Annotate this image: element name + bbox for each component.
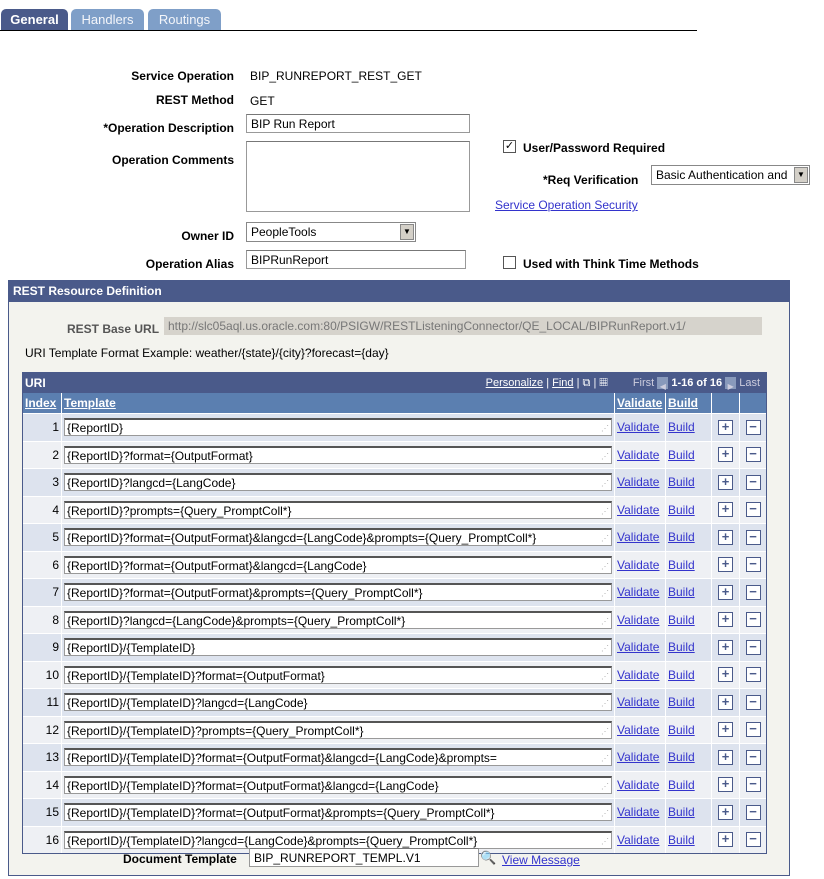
row-index: 6 [23,551,62,579]
build-link[interactable]: Build [668,695,695,710]
build-link[interactable]: Build [668,640,695,655]
col-validate[interactable]: Validate [617,396,663,410]
template-input[interactable]: {ReportID}?format={OutputFormat}&langcd={LangCode}&prompts={Query_PromptColl*} ⋰ [64,528,612,546]
personalize-link[interactable]: Personalize [485,377,544,389]
add-row-icon[interactable]: + [718,777,733,792]
comments-textarea[interactable] [246,141,470,212]
rest-resource-section [8,280,790,876]
grid-title: URI [25,376,46,390]
view-message-link[interactable]: View Message [502,853,580,867]
user-password-label: User/Password Required [523,141,666,155]
add-row-icon[interactable]: + [718,420,733,435]
delete-row-icon[interactable]: − [746,750,761,765]
owner-value: PeopleTools [251,225,317,239]
owner-select[interactable] [246,222,416,242]
delete-row-icon[interactable]: − [746,832,761,847]
add-row-icon[interactable]: + [718,640,733,655]
add-row-icon[interactable]: + [718,722,733,737]
add-row-icon[interactable]: + [718,585,733,600]
build-link[interactable]: Build [668,750,695,765]
delete-row-icon[interactable]: − [746,612,761,627]
delete-row-icon[interactable]: − [746,420,761,435]
row-index: 12 [23,716,62,744]
tab-handlers[interactable]: Handlers [71,9,144,30]
validate-link[interactable]: Validate [617,447,660,462]
add-row-icon[interactable]: + [718,447,733,462]
delete-row-icon[interactable]: − [746,805,761,820]
build-link[interactable]: Build [668,722,695,737]
row-index: 3 [23,469,62,497]
think-time-checkbox[interactable] [503,256,516,269]
row-index: 1 [23,414,62,442]
alias-label: Operation Alias [145,257,234,271]
row-index: 2 [23,441,62,469]
validate-link[interactable]: Validate [617,640,660,655]
template-input[interactable]: {ReportID}/{TemplateID}?format={OutputFormat}&prompts={Query_PromptColl*} ⋰ [64,803,612,821]
base-url-label: REST Base URL [67,322,160,336]
build-link[interactable]: Build [668,530,695,545]
validate-link[interactable]: Validate [617,420,660,435]
col-index[interactable]: Index [25,396,57,410]
add-row-icon[interactable]: + [718,750,733,765]
template-input[interactable]: {ReportID}/{TemplateID}?langcd={LangCode} ⋰ [64,693,612,711]
validate-link[interactable]: Validate [617,805,660,820]
template-input[interactable]: {ReportID}?format={OutputFormat} ⋰ [64,446,612,464]
build-link[interactable]: Build [668,585,695,600]
tab-general[interactable]: General [1,9,68,30]
delete-row-icon[interactable]: − [746,557,761,572]
row-index: 13 [23,744,62,772]
validate-link[interactable]: Validate [617,475,660,490]
doc-template-input[interactable]: BIP_RUNREPORT_TEMPL.V1 [249,848,479,867]
uri-table [23,393,766,853]
chevron-down-icon: ▼ [794,167,808,183]
build-link[interactable]: Build [668,502,695,517]
description-input[interactable]: BIP Run Report [246,114,470,133]
rest-method-label: REST Method [156,93,234,107]
view-all-icon[interactable]: ⧉ [582,377,591,389]
delete-row-icon[interactable]: − [746,695,761,710]
validate-link[interactable]: Validate [617,750,660,765]
download-grid-icon[interactable]: ▦ [599,377,608,389]
delete-row-icon[interactable]: − [746,667,761,682]
first-label[interactable]: First [632,377,655,389]
uri-grid: URI Personalize | Find | ⧉ | ▦ First ◀ 1-16 of 16 ▶ Last Index Template Validate Build 1 {ReportID} ⋰ Validate Build + − 2 {ReportID}?format={OutputFormat} ⋰ Validate Build + − 3 {ReportID}?langcd={LangCode} ⋰ Validate Build + − 4 {ReportID}?prompts={Query_PromptColl*} ⋰ Validate Build + − 5 {ReportID}?format={OutputFormat}&langcd={LangCode}&prompts={Query_PromptColl*} ⋰ Validate Build + − 6 {ReportID}?format={OutputFormat}&langcd={LangCode} ⋰ Validate Build + − 7 {ReportID}?format={OutputFormat}&prompts={Query_PromptColl*} ⋰ Validate Build + − 8 {ReportID}?langcd={LangCode}&prompts={Query_PromptColl*} ⋰ Validate Build + − 9 {ReportID}/{TemplateID} ⋰ Validate Build + − 10 {ReportID}/{TemplateID}?format={OutputFormat} ⋰ Validate Build + − 11 {ReportID}/{TemplateID}?langcd={LangCode} ⋰ Validate Build + − 12 {ReportID}/{TemplateID}?prompts={Query_PromptColl*} ⋰ Validate Build + − 13 {ReportID}/{TemplateID}?format={OutputFormat}&langcd={LangCode}&prompts= ⋰ Validate Build + − 14 {ReportID}/{TemplateID}?format={OutputFormat}&langcd={LangCode} ⋰ Validate Build + − 15 {ReportID}/{TemplateID}?format={OutputFormat}&prompts={Query_PromptColl*} ⋰ Validate Build + − 16 {ReportID}/{TemplateID}?langcd={LangCode}&prompts={Query_PromptColl*} ⋰ Validate Build + − [22,372,767,854]
service-operation-value: BIP_RUNREPORT_REST_GET [250,69,422,83]
table-row [23,469,766,497]
template-input[interactable]: {ReportID}/{TemplateID}?langcd={LangCode}&prompts={Query_PromptColl*} ⋰ [64,831,612,849]
row-index: 10 [23,661,62,689]
delete-row-icon[interactable]: − [746,722,761,737]
tab-routings[interactable]: Routings [148,9,221,30]
table-row [23,771,766,799]
row-index: 5 [23,524,62,552]
col-build[interactable]: Build [668,396,698,410]
range-label: 1-16 of 16 [671,377,723,389]
build-link[interactable]: Build [668,777,695,792]
add-row-icon[interactable]: + [718,805,733,820]
build-link[interactable]: Build [668,447,695,462]
service-operation-security-link[interactable]: Service Operation Security [495,198,638,212]
find-link[interactable]: Find [552,377,574,389]
row-index: 11 [23,689,62,717]
delete-row-icon[interactable]: − [746,585,761,600]
table-row [23,496,766,524]
row-index: 16 [23,826,62,853]
validate-link[interactable]: Validate [617,585,660,600]
table-row [23,579,766,607]
alias-input[interactable]: BIPRunReport [246,250,466,269]
build-link[interactable]: Build [668,557,695,572]
last-label[interactable]: Last [739,377,760,389]
req-verification-value: Basic Authentication and [656,168,788,182]
table-row [23,689,766,717]
table-row [23,634,766,662]
template-input[interactable]: {ReportID}?format={OutputFormat}&langcd={LangCode} ⋰ [64,556,612,574]
section-title: REST Resource Definition [9,281,789,302]
next-arrow-icon[interactable]: ▶ [725,377,736,389]
delete-row-icon[interactable]: − [746,777,761,792]
template-input[interactable]: {ReportID}/{TemplateID}?format={OutputFormat}&langcd={LangCode} ⋰ [64,776,612,794]
validate-link[interactable]: Validate [617,502,660,517]
table-row [23,606,766,634]
row-index: 7 [23,579,62,607]
validate-link[interactable]: Validate [617,777,660,792]
build-link[interactable]: Build [668,475,695,490]
add-row-icon[interactable]: + [718,530,733,545]
description-label: *Operation Description [103,121,234,135]
template-input[interactable]: {ReportID}?langcd={LangCode}&prompts={Query_PromptColl*} ⋰ [64,611,612,629]
delete-row-icon[interactable]: − [746,640,761,655]
comments-label: Operation Comments [111,153,234,167]
template-input[interactable]: {ReportID}?prompts={Query_PromptColl*} ⋰ [64,501,612,519]
build-link[interactable]: Build [668,667,695,682]
row-index: 15 [23,799,62,827]
add-row-icon[interactable]: + [718,475,733,490]
row-index: 9 [23,634,62,662]
table-row [23,551,766,579]
delete-row-icon[interactable]: − [746,475,761,490]
add-row-icon[interactable]: + [718,667,733,682]
prev-arrow-icon[interactable]: ◀ [657,377,668,389]
col-template[interactable]: Template [64,396,116,410]
build-link[interactable]: Build [668,612,695,627]
table-row [23,441,766,469]
chevron-down-icon: ▼ [400,224,414,240]
row-index: 4 [23,496,62,524]
template-input[interactable]: {ReportID}?format={OutputFormat}&prompts={Query_PromptColl*} ⋰ [64,583,612,601]
template-input[interactable]: {ReportID}/{TemplateID} ⋰ [64,638,612,656]
rest-method-value: GET [250,94,275,108]
table-row [23,744,766,772]
template-input[interactable]: {ReportID}?langcd={LangCode} ⋰ [64,473,612,491]
template-input[interactable]: {ReportID} ⋰ [64,418,612,436]
template-input[interactable]: {ReportID}/{TemplateID}?prompts={Query_PromptColl*} ⋰ [64,721,612,739]
table-row [23,716,766,744]
delete-row-icon[interactable]: − [746,530,761,545]
req-verification-label: *Req Verification [543,173,639,187]
validate-link[interactable]: Validate [617,667,660,682]
validate-link[interactable]: Validate [617,722,660,737]
table-row [23,799,766,827]
add-row-icon[interactable]: + [718,695,733,710]
table-row [23,661,766,689]
validate-link[interactable]: Validate [617,530,660,545]
validate-link[interactable]: Validate [617,832,660,847]
delete-row-icon[interactable]: − [746,502,761,517]
req-verification-select[interactable] [651,165,810,185]
table-row [23,524,766,552]
add-row-icon[interactable]: + [718,832,733,847]
user-password-checkbox[interactable]: ✓ [504,140,515,152]
owner-label: Owner ID [181,229,234,243]
doc-template-label: Document Template [123,852,237,866]
search-icon[interactable]: 🔍 [480,850,497,865]
row-index: 8 [23,606,62,634]
build-link[interactable]: Build [668,805,695,820]
think-time-label: Used with Think Time Methods [523,257,699,271]
add-row-icon[interactable]: + [718,612,733,627]
add-row-icon[interactable]: + [718,502,733,517]
add-row-icon[interactable]: + [718,557,733,572]
template-input[interactable]: {ReportID}/{TemplateID}?format={OutputFormat} ⋰ [64,666,612,684]
validate-link[interactable]: Validate [617,612,660,627]
service-operation-label: Service Operation [131,69,234,83]
delete-row-icon[interactable]: − [746,447,761,462]
build-link[interactable]: Build [668,420,695,435]
validate-link[interactable]: Validate [617,557,660,572]
validate-link[interactable]: Validate [617,695,660,710]
template-input[interactable]: {ReportID}/{TemplateID}?format={OutputFormat}&langcd={LangCode}&prompts= ⋰ [64,748,612,766]
row-index: 14 [23,771,62,799]
uri-format-example: URI Template Format Example: weather/{state}/{city}?forecast={day} [25,346,389,360]
table-row [23,414,766,442]
base-url-field: http://slc05aql.us.oracle.com:80/PSIGW/RESTListeningConnector/QE_LOCAL/BIPRunReport.v1/ [164,317,762,335]
build-link[interactable]: Build [668,832,695,847]
tab-divider [0,30,697,31]
